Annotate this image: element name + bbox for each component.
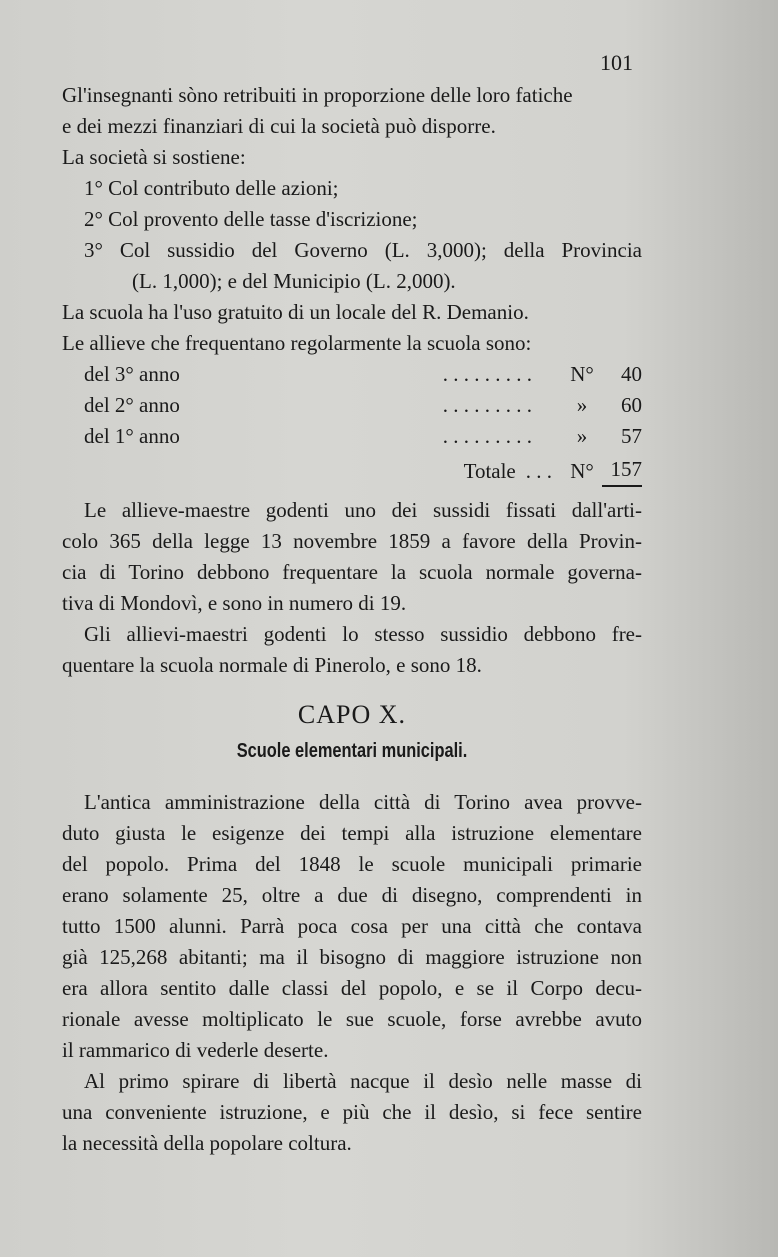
total-value: 157: [602, 456, 642, 487]
table-row: [62, 359, 642, 390]
body-text: [62, 80, 642, 1159]
paragraph-5: [62, 495, 642, 619]
text-line: duto giusta le esigenze dei tempi alla istruzione elementare: [62, 821, 642, 845]
text-line: Le allieve-maestre godenti uno dei sussidi fissati dall'arti-: [84, 498, 642, 522]
text-line: Gli allievi-maestri godenti lo stesso sussidio debbono fre-: [84, 622, 642, 646]
row-label: del 2° anno: [84, 393, 180, 417]
text-line: e dei mezzi finanziari di cui la società può disporre.: [62, 114, 496, 138]
section-subheading: Scuole elementari municipali.: [236, 740, 468, 762]
text-line: tutto 1500 alunni. Parrà poca cosa per una città che contava: [62, 914, 642, 938]
leader-dots: . . . . . . . . .: [442, 393, 532, 417]
text-line: rionale avesse moltiplicato le sue scuole, forse avrebbe avuto: [62, 1007, 642, 1031]
text-line: una conveniente istruzione, e più che il desìo, si fece sentire: [62, 1100, 642, 1124]
row-unit: »: [576, 393, 588, 417]
total-unit: N°: [570, 459, 594, 483]
row-value: 57: [621, 424, 642, 448]
spacer: [62, 487, 642, 495]
text-line: il rammarico di vederle deserte.: [62, 1038, 329, 1062]
row-label: del 3° anno: [84, 362, 180, 386]
row-value: 60: [621, 393, 642, 417]
paragraph-4: Le allieve che frequentano regolarmente la scuola sono:: [62, 331, 532, 355]
leader-dots: . . . . . . . . .: [442, 362, 532, 386]
list-item: 1° Col contributo delle azioni;: [84, 176, 339, 200]
text-line: L'antica amministrazione della città di Torino avea provve-: [84, 790, 642, 814]
paragraph-6: [62, 619, 642, 681]
text-line: Gl'insegnanti sòno retribuiti in proporzione delle loro fatiche: [62, 83, 573, 107]
enrollment-table: [62, 359, 642, 487]
text-line: Al primo spirare di libertà nacque il desìo nelle masse di: [84, 1069, 642, 1093]
row-unit: »: [576, 424, 588, 448]
text-line: cia di Torino debbono frequentare la scuola normale governa-: [62, 560, 642, 584]
row-value: 40: [621, 362, 642, 386]
total-row: [62, 456, 642, 487]
leader-dots: . . .: [525, 459, 552, 483]
text-line: era allora sentito dalle classi del popolo, e se il Corpo decu-: [62, 976, 642, 1000]
paragraph-8: [62, 1066, 642, 1159]
text-line: erano solamente 25, oltre a due di disegno, comprendenti in: [62, 883, 642, 907]
page-number: 101: [600, 50, 633, 75]
chapter-heading: CAPO X.: [297, 700, 407, 729]
text-line: quentare la scuola normale di Pinerolo, e sono 18.: [62, 653, 482, 677]
paragraph-1: [62, 80, 642, 142]
text-line: già 125,268 abitanti; ma il bisogno di maggiore istruzione non: [62, 945, 642, 969]
table-row: [62, 390, 642, 421]
text-line: colo 365 della legge 13 novembre 1859 a favore della Provin-: [62, 529, 642, 553]
list-item: 3° Col sussidio del Governo (L. 3,000); della Provincia: [84, 238, 642, 262]
paragraph-3: La scuola ha l'uso gratuito di un locale del R. Demanio.: [62, 300, 529, 324]
row-label: del 1° anno: [84, 424, 180, 448]
list-item: 2° Col provento delle tasse d'iscrizione;: [84, 207, 418, 231]
total-label: Totale: [463, 459, 516, 483]
paragraph-7: [62, 787, 642, 1066]
funding-list: [62, 173, 642, 297]
leader-dots: . . . . . . . . .: [442, 424, 532, 448]
paragraph-2: La società si sostiene:: [62, 145, 246, 169]
table-row: [62, 421, 642, 452]
text-line: tiva di Mondovì, e sono in numero di 19.: [62, 591, 407, 615]
row-unit: N°: [570, 362, 594, 386]
text-line: la necessità della popolare coltura.: [62, 1131, 352, 1155]
text-line: del popolo. Prima del 1848 le scuole municipali primarie: [62, 852, 642, 876]
list-item-continuation: (L. 1,000); e del Municipio (L. 2,000).: [132, 269, 456, 293]
